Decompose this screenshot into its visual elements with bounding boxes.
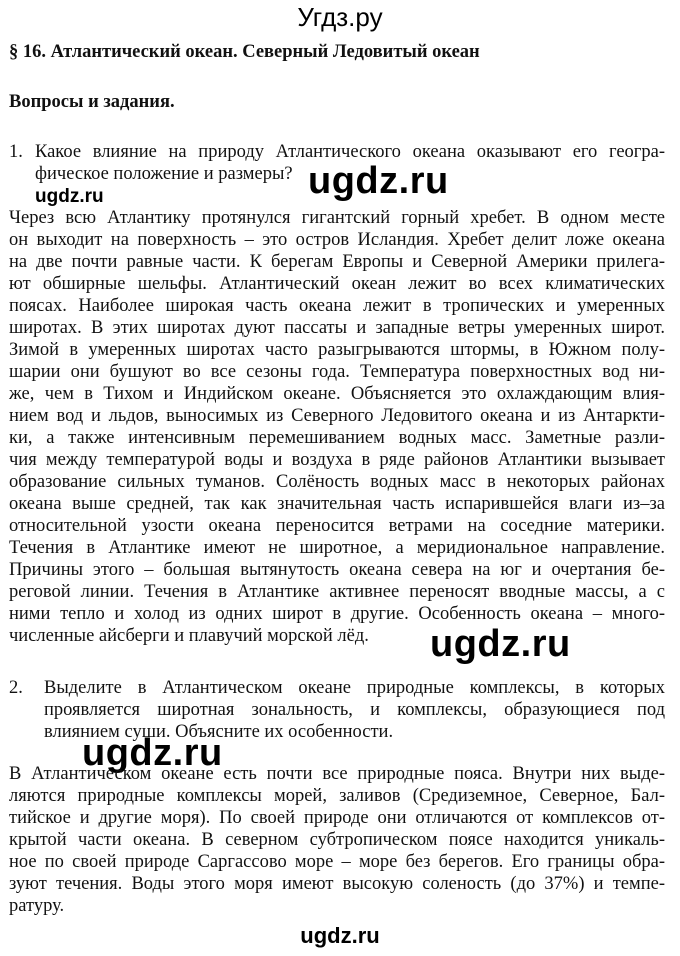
watermark-bottom: ugdz.ru — [300, 923, 380, 948]
answer-1-line: относительной узости океана переносится ветрами на соседние материки. — [9, 516, 665, 536]
question-1-line: Какое влияние на природу Атлантического океана оказывают его геогра- — [35, 142, 665, 162]
answer-2-line: крытой части океана. В северном субтропическом поясе находится уникаль- — [9, 830, 665, 850]
answer-1-line: он выходит на поверхность – это остров Исландия. Хребет делит ложе океана — [9, 230, 665, 250]
section-heading: § 16. Атлантический океан. Северный Ледовитый океан — [9, 42, 480, 62]
answer-1-line: ки, а также интенсивным перемешиванием водных масс. Заметные разли- — [9, 428, 665, 448]
answer-1-line: чия между температурой воды и воздуха в ряде районов Атлантики вызывает — [9, 450, 665, 470]
watermark-large: ugdz.ru — [308, 160, 449, 202]
watermark-large: ugdz.ru — [82, 732, 223, 774]
question-2-line: влиянием суши. Объясните их особенности. — [44, 722, 394, 742]
question-2-line: Выделите в Атлантическом океане природные комплексы, в которых — [44, 678, 665, 698]
answer-1-line: на две почти равные части. К берегам Европы и Северной Америки прилега- — [9, 252, 665, 272]
answer-1-line: образование сильных туманов. Солёность водных масс в некоторых районах — [9, 472, 665, 492]
answer-1-line: широтах. В этих широтах дуют пассаты и западные ветры умеренных широт. — [9, 318, 665, 338]
answer-1-line: нием вод и льдов, выносимых из Северного Ледовитого океана и из Антаркти- — [9, 406, 665, 426]
answer-1-line: океана выше средней, так как значительная часть испарившейся влаги из–за — [9, 494, 665, 514]
answer-1-line: шарии они бушуют во все сезоны года. Температура поверхностных вод ни- — [9, 362, 665, 382]
answer-1-line: ют обширные шельфы. Атлантический океан лежит во всех климатических — [9, 274, 665, 294]
answer-1-line: же, чем в Тихом и Индийском океане. Объясняется это охлаждающим влия- — [9, 384, 665, 404]
answer-2-line: В Атлантическом океане есть почти все природные пояса. Внутри них выде- — [9, 764, 665, 784]
answer-2-line: ратуру. — [9, 896, 65, 916]
site-title-watermark: Угдз.ру — [297, 2, 383, 32]
answer-1-line: Причины этого – большая вытянутость океана севера на юг и очертания бе- — [9, 560, 665, 580]
question-1-line: фическое положение и размеры? — [35, 164, 293, 184]
watermark-small: ugdz.ru — [35, 186, 104, 207]
watermark-large: ugdz.ru — [430, 623, 571, 665]
question-2-number: 2. — [9, 678, 23, 698]
answer-1-line: поясах. Наиболее широкая часть океана лежит в тропических и умеренных — [9, 296, 665, 316]
answer-1-line: Зимой в умеренных широтах часто разыгрываются штормы, в Южном полу- — [9, 340, 665, 360]
question-1-number: 1. — [9, 142, 23, 162]
answer-1-line: численные айсберги и плавучий морской лёд. — [9, 626, 369, 646]
answer-2-line: ное по своей природе Саргассово море – море без берегов. Его границы обра- — [9, 852, 665, 872]
answer-1-line: Течения в Атлантике имеют не широтное, а меридиональное направление. — [9, 538, 665, 558]
answer-1-line: ними тепло и холод из одних широт в другие. Особенность океана – много- — [9, 604, 665, 624]
answer-2-line: зуют течения. Воды этого моря имеют высокую соленость (до 37%) и темпе- — [9, 874, 665, 894]
answer-2-line: ляются природные комплексы морей, заливов (Средиземное, Северное, Бал- — [9, 786, 665, 806]
answer-1-line: реговой линии. Течения в Атлантике активнее переносят вводные массы, а с — [9, 582, 665, 602]
questions-subheading: Вопросы и задания. — [9, 92, 175, 112]
question-2-line: проявляется широтная зональность, и комплексы, образующиеся под — [44, 700, 665, 720]
answer-1-line: Через всю Атлантику протянулся гигантский горный хребет. В одном месте — [9, 208, 665, 228]
answer-2-line: тийское и другие моря). По своей природе они отличаются от комплексов от- — [9, 808, 665, 828]
